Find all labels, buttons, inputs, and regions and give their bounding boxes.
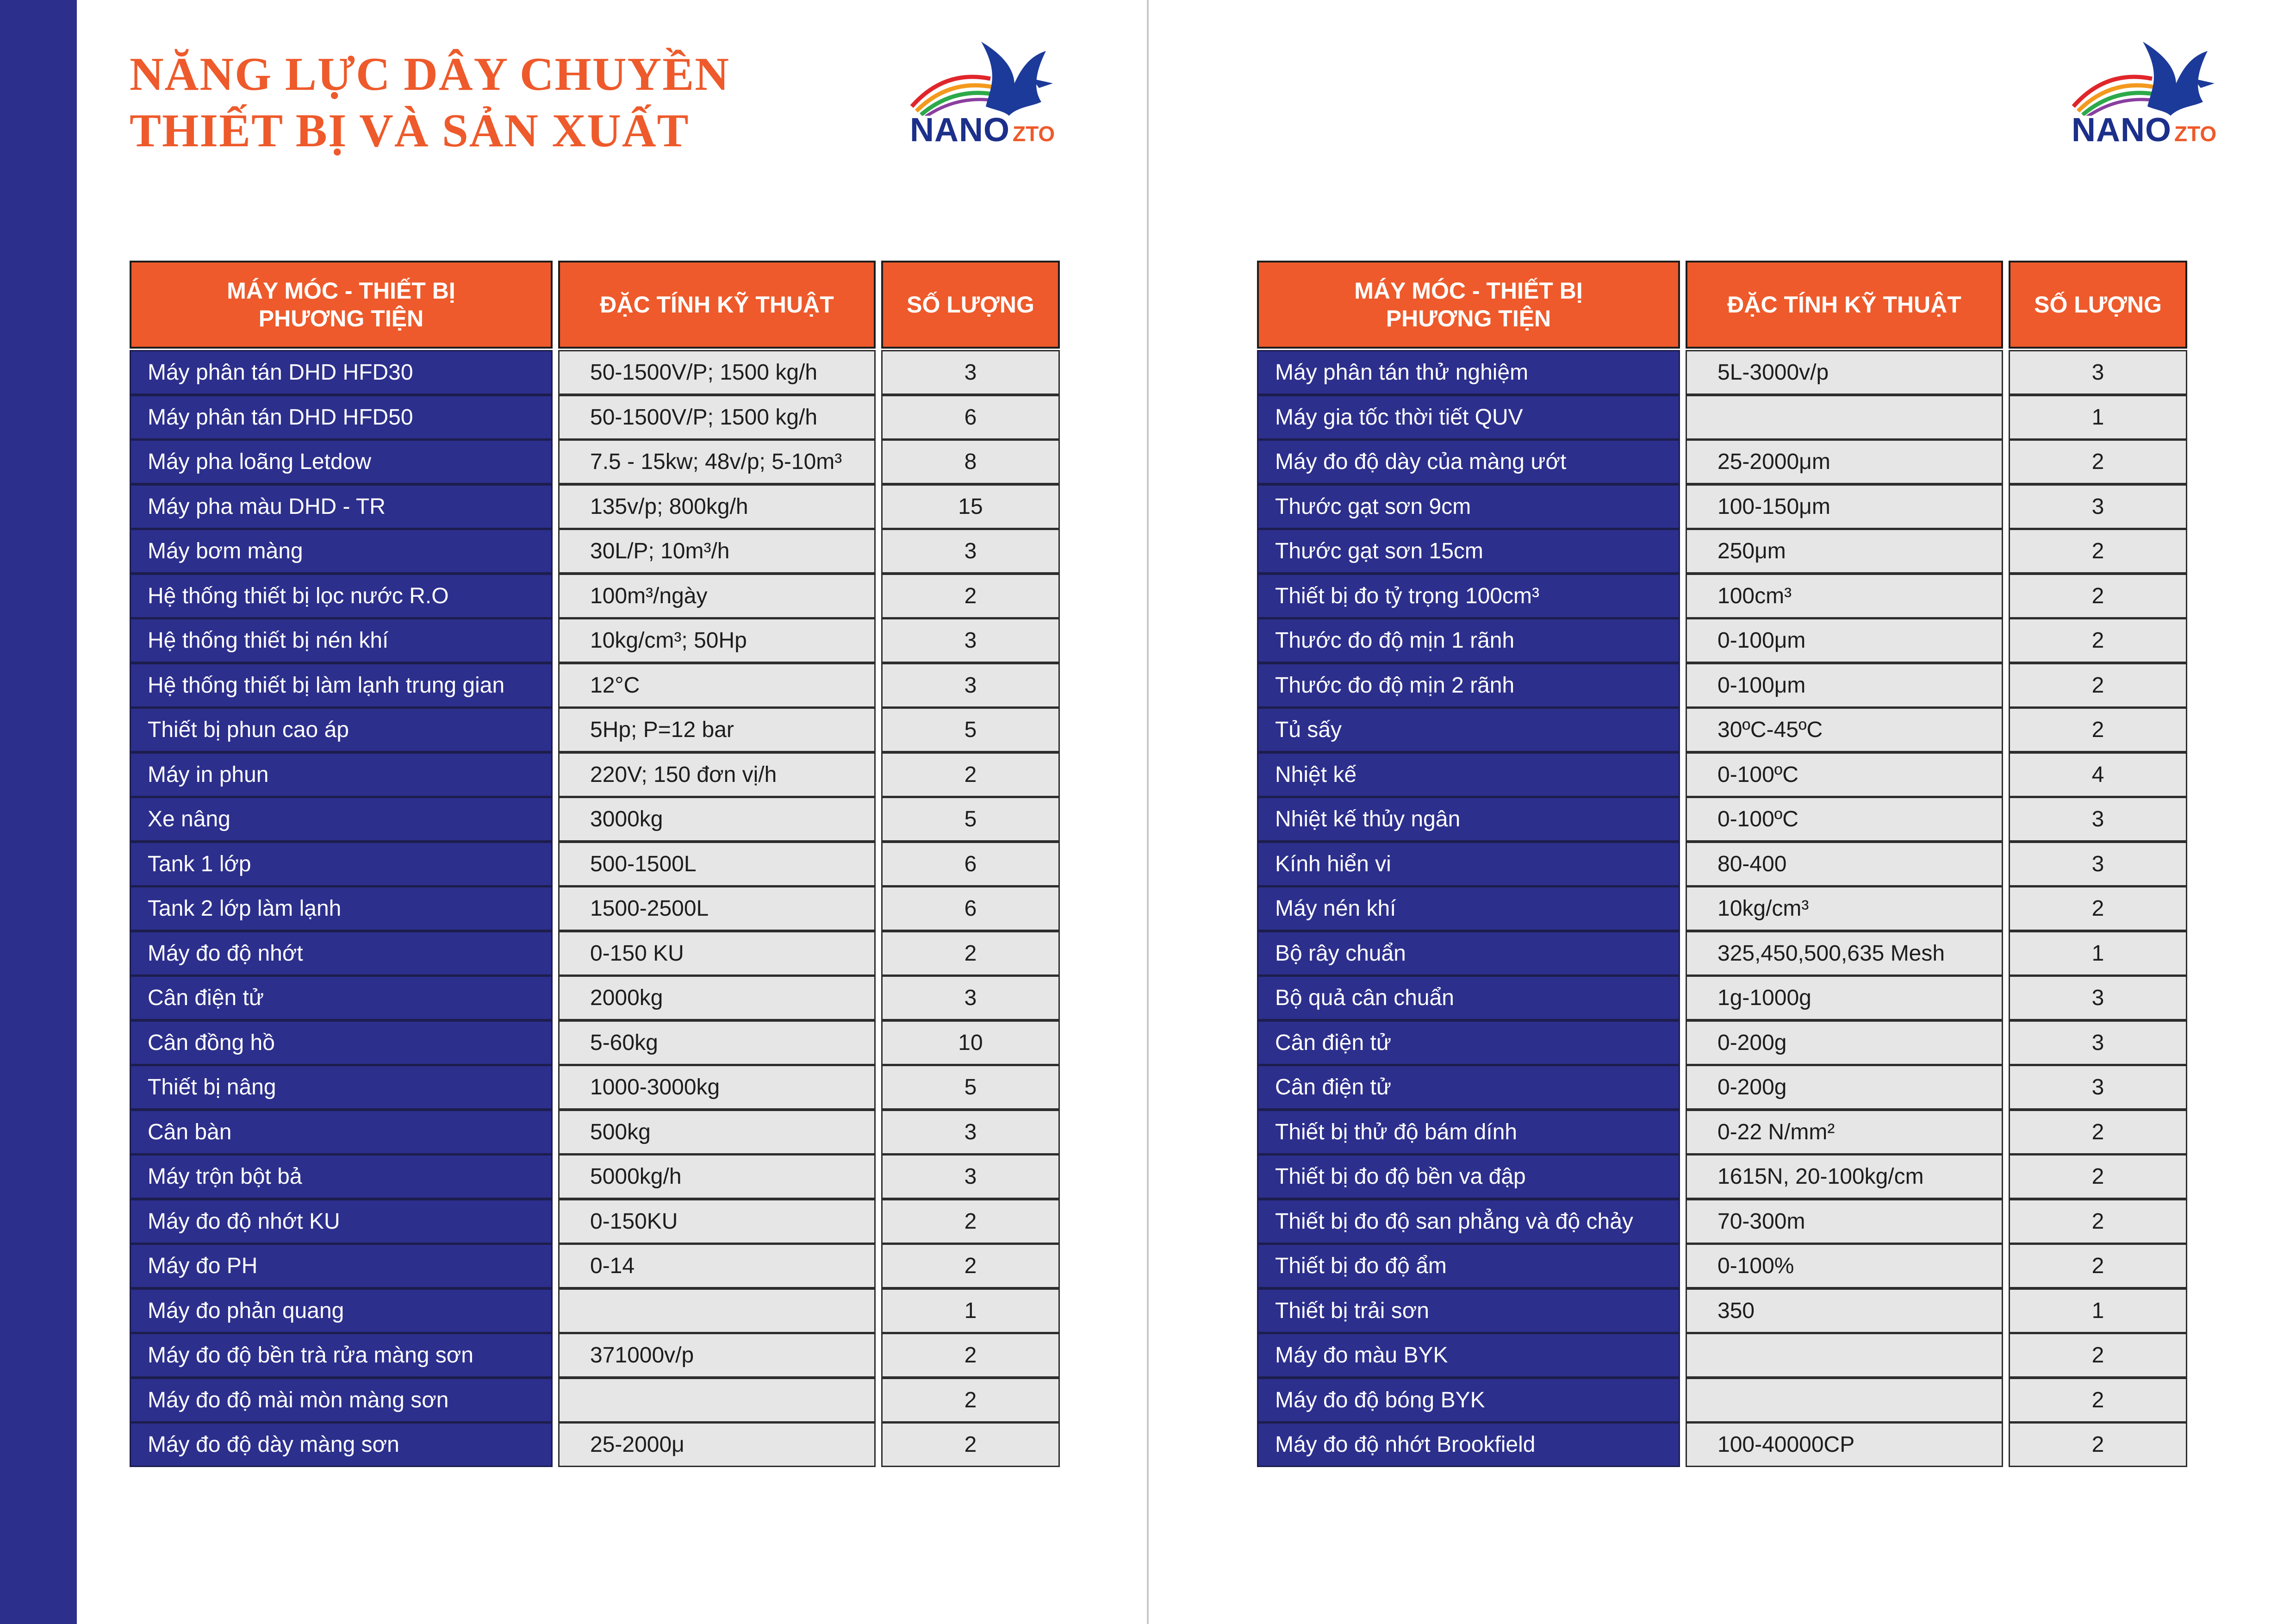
equipment-spec: 0-100ºC (1686, 797, 2003, 842)
equipment-name: Máy in phun (130, 752, 553, 797)
eagle-logo-icon (893, 37, 1069, 116)
equipment-qty: 3 (881, 975, 1060, 1020)
equipment-qty: 1 (2009, 931, 2187, 976)
equipment-name: Tủ sấy (1257, 707, 1680, 752)
equipment-name: Cân điện tử (1257, 1065, 1680, 1110)
equipment-name: Nhiệt kế thủy ngân (1257, 797, 1680, 842)
equipment-name: Thiết bị thử độ bám dính (1257, 1110, 1680, 1155)
equipment-name: Cân bàn (130, 1110, 553, 1155)
equipment-name: Thước đo độ mịn 1 rãnh (1257, 618, 1680, 663)
equipment-name: Thiết bị nâng (130, 1065, 553, 1110)
equipment-name: Máy gia tốc thời tiết QUV (1257, 395, 1680, 440)
equipment-spec: 325,450,500,635 Mesh (1686, 931, 2003, 976)
equipment-qty: 2 (881, 752, 1060, 797)
equipment-qty: 10 (881, 1020, 1060, 1065)
equipment-qty: 3 (881, 1110, 1060, 1155)
equipment-name: Thiết bị đo tỷ trọng 100cm³ (1257, 574, 1680, 618)
page-fold (1147, 0, 1149, 1624)
equipment-spec: 0-150 KU (558, 931, 876, 976)
equipment-spec: 5Hp; P=12 bar (558, 707, 876, 752)
equipment-name: Nhiệt kế (1257, 752, 1680, 797)
logo-suffix: ZTO (1013, 122, 1055, 146)
equipment-spec (558, 1288, 876, 1333)
equipment-qty: 2 (2009, 1333, 2187, 1378)
equipment-spec: 5-60kg (558, 1020, 876, 1065)
equipment-qty: 3 (2009, 484, 2187, 529)
equipment-qty: 3 (881, 529, 1060, 574)
equipment-qty: 2 (881, 574, 1060, 618)
header-equipment: MÁY MÓC - THIẾT BỊ PHƯƠNG TIỆN (1257, 261, 1680, 349)
equipment-name: Máy đo độ nhớt Brookfield (1257, 1422, 1680, 1467)
equipment-qty: 6 (881, 886, 1060, 931)
equipment-name: Máy trộn bột bả (130, 1154, 553, 1199)
equipment-qty: 2 (2009, 439, 2187, 484)
equipment-name: Máy đo độ bóng BYK (1257, 1378, 1680, 1423)
equipment-spec: 100cm³ (1686, 574, 2003, 618)
equipment-name: Máy đo phản quang (130, 1288, 553, 1333)
equipment-name: Máy đo độ mài mòn màng sơn (130, 1378, 553, 1423)
equipment-qty: 5 (881, 1065, 1060, 1110)
eagle-logo-icon (2055, 37, 2231, 116)
equipment-qty: 2 (2009, 1378, 2187, 1423)
equipment-spec: 0-150KU (558, 1199, 876, 1244)
equipment-spec: 100m³/ngày (558, 574, 876, 618)
equipment-qty: 3 (2009, 1065, 2187, 1110)
equipment-spec: 7.5 - 15kw; 48v/p; 5-10m³ (558, 439, 876, 484)
equipment-spec: 70-300m (1686, 1199, 2003, 1244)
equipment-qty: 3 (881, 663, 1060, 708)
equipment-name: Máy phân tán thử nghiệm (1257, 350, 1680, 395)
equipment-spec: 10kg/cm³ (1686, 886, 2003, 931)
equipment-spec: 135v/p; 800kg/h (558, 484, 876, 529)
equipment-name: Máy pha màu DHD - TR (130, 484, 553, 529)
equipment-qty: 2 (2009, 1199, 2187, 1244)
equipment-name: Tank 1 lớp (130, 842, 553, 887)
equipment-name: Cân điện tử (130, 975, 553, 1020)
logo-wordmark (910, 111, 1055, 149)
header-qty: SỐ LƯỢNG (2009, 261, 2187, 349)
equipment-qty: 2 (2009, 618, 2187, 663)
equipment-qty: 2 (2009, 1243, 2187, 1288)
equipment-spec: 371000v/p (558, 1333, 876, 1378)
equipment-qty: 2 (881, 1243, 1060, 1288)
side-band (0, 0, 77, 1624)
equipment-name: Máy phân tán DHD HFD50 (130, 395, 553, 440)
equipment-spec: 0-14 (558, 1243, 876, 1288)
equipment-qty: 3 (2009, 350, 2187, 395)
equipment-qty: 4 (2009, 752, 2187, 797)
equipment-spec: 100-40000CP (1686, 1422, 2003, 1467)
equipment-spec: 3000kg (558, 797, 876, 842)
equipment-qty: 6 (881, 395, 1060, 440)
equipment-qty: 3 (2009, 842, 2187, 887)
equipment-qty: 2 (2009, 574, 2187, 618)
header-spec: ĐẶC TÍNH KỸ THUẬT (558, 261, 876, 349)
equipment-name: Thiết bị đo độ bền va đập (1257, 1154, 1680, 1199)
equipment-name: Máy pha loãng Letdow (130, 439, 553, 484)
equipment-spec: 25-2000μm (1686, 439, 2003, 484)
equipment-qty: 15 (881, 484, 1060, 529)
logo-brand: NANO (2072, 112, 2172, 149)
equipment-name: Máy đo độ nhớt KU (130, 1199, 553, 1244)
equipment-name: Máy đo màu BYK (1257, 1333, 1680, 1378)
equipment-spec: 0-200g (1686, 1065, 2003, 1110)
equipment-spec: 1g-1000g (1686, 975, 2003, 1020)
equipment-spec: 0-100μm (1686, 618, 2003, 663)
equipment-spec: 500kg (558, 1110, 876, 1155)
equipment-name: Máy đo độ bền trà rửa màng sơn (130, 1333, 553, 1378)
header-qty: SỐ LƯỢNG (881, 261, 1060, 349)
equipment-name: Máy đo PH (130, 1243, 553, 1288)
equipment-spec: 50-1500V/P; 1500 kg/h (558, 350, 876, 395)
equipment-name: Thiết bị trải sơn (1257, 1288, 1680, 1333)
equipment-spec: 10kg/cm³; 50Hp (558, 618, 876, 663)
equipment-qty: 3 (881, 1154, 1060, 1199)
equipment-name: Hệ thống thiết bị lọc nước R.O (130, 574, 553, 618)
equipment-spec (1686, 1333, 2003, 1378)
equipment-qty: 1 (2009, 1288, 2187, 1333)
equipment-name: Máy bơm màng (130, 529, 553, 574)
equipment-qty: 5 (881, 707, 1060, 752)
equipment-spec: 5000kg/h (558, 1154, 876, 1199)
header-equipment: MÁY MÓC - THIẾT BỊ PHƯƠNG TIỆN (130, 261, 553, 349)
page-title-line1: NĂNG LỰC DÂY CHUYỀN (130, 48, 730, 100)
page-title-line2: THIẾT BỊ VÀ SẢN XUẤT (130, 105, 690, 157)
equipment-name: Thước gạt sơn 9cm (1257, 484, 1680, 529)
equipment-qty: 2 (881, 1199, 1060, 1244)
logo-brand: NANO (910, 112, 1010, 149)
equipment-spec: 0-200g (1686, 1020, 2003, 1065)
equipment-spec: 250μm (1686, 529, 2003, 574)
equipment-qty: 2 (2009, 886, 2187, 931)
equipment-name: Xe nâng (130, 797, 553, 842)
equipment-name: Hệ thống thiết bị làm lạnh trung gian (130, 663, 553, 708)
nanozto-logo-right (2055, 37, 2231, 162)
equipment-name: Thiết bị đo độ san phẳng và độ chảy (1257, 1199, 1680, 1244)
equipment-spec: 25-2000μ (558, 1422, 876, 1467)
equipment-spec (558, 1378, 876, 1423)
equipment-qty: 2 (881, 1378, 1060, 1423)
header-spec: ĐẶC TÍNH KỸ THUẬT (1686, 261, 2003, 349)
equipment-qty: 2 (881, 931, 1060, 976)
equipment-spec (1686, 1378, 2003, 1423)
equipment-spec: 80-400 (1686, 842, 2003, 887)
logo-suffix: ZTO (2174, 122, 2217, 146)
equipment-name: Kính hiển vi (1257, 842, 1680, 887)
equipment-qty: 2 (2009, 1422, 2187, 1467)
equipment-name: Bộ quả cân chuẩn (1257, 975, 1680, 1020)
page-title (130, 46, 870, 159)
equipment-spec: 0-100μm (1686, 663, 2003, 708)
equipment-qty: 1 (2009, 395, 2187, 440)
equipment-name: Máy đo độ dày màng sơn (130, 1422, 553, 1467)
equipment-spec: 30ºC-45ºC (1686, 707, 2003, 752)
equipment-spec: 5L-3000v/p (1686, 350, 2003, 395)
equipment-name: Thước đo độ mịn 2 rãnh (1257, 663, 1680, 708)
equipment-spec: 30L/P; 10m³/h (558, 529, 876, 574)
equipment-spec (1686, 395, 2003, 440)
equipment-spec: 1615N, 20-100kg/cm (1686, 1154, 2003, 1199)
equipment-spec: 0-100% (1686, 1243, 2003, 1288)
equipment-qty: 2 (881, 1422, 1060, 1467)
equipment-spec: 12°C (558, 663, 876, 708)
equipment-name: Thước gạt sơn 15cm (1257, 529, 1680, 574)
equipment-spec: 1500-2500L (558, 886, 876, 931)
nanozto-logo (893, 37, 1069, 162)
logo-wordmark (2072, 111, 2216, 149)
equipment-name: Máy phân tán DHD HFD30 (130, 350, 553, 395)
equipment-qty: 2 (2009, 663, 2187, 708)
equipment-qty: 5 (881, 797, 1060, 842)
equipment-qty: 3 (881, 350, 1060, 395)
equipment-qty: 8 (881, 439, 1060, 484)
equipment-spec: 50-1500V/P; 1500 kg/h (558, 395, 876, 440)
equipment-spec: 1000-3000kg (558, 1065, 876, 1110)
equipment-qty: 2 (2009, 1154, 2187, 1199)
equipment-spec: 0-100ºC (1686, 752, 2003, 797)
equipment-qty: 2 (881, 1333, 1060, 1378)
equipment-qty: 3 (881, 618, 1060, 663)
equipment-name: Cân đồng hồ (130, 1020, 553, 1065)
equipment-qty: 2 (2009, 529, 2187, 574)
equipment-spec: 350 (1686, 1288, 2003, 1333)
equipment-name: Máy đo độ dày của màng ướt (1257, 439, 1680, 484)
equipment-name: Máy nén khí (1257, 886, 1680, 931)
equipment-qty: 1 (881, 1288, 1060, 1333)
equipment-name: Tank 2 lớp làm lạnh (130, 886, 553, 931)
equipment-name: Thiết bị phun cao áp (130, 707, 553, 752)
equipment-name: Cân điện tử (1257, 1020, 1680, 1065)
equipment-spec: 0-22 N/mm² (1686, 1110, 2003, 1155)
equipment-qty: 2 (2009, 707, 2187, 752)
equipment-spec: 100-150μm (1686, 484, 2003, 529)
equipment-name: Thiết bị đo độ ẩm (1257, 1243, 1680, 1288)
equipment-name: Máy đo độ nhớt (130, 931, 553, 976)
equipment-spec: 500-1500L (558, 842, 876, 887)
equipment-name: Bộ rây chuẩn (1257, 931, 1680, 976)
equipment-qty: 3 (2009, 1020, 2187, 1065)
equipment-name: Hệ thống thiết bị nén khí (130, 618, 553, 663)
equipment-spec: 2000kg (558, 975, 876, 1020)
equipment-qty: 3 (2009, 975, 2187, 1020)
equipment-spec: 220V; 150 đơn vị/h (558, 752, 876, 797)
equipment-qty: 6 (881, 842, 1060, 887)
equipment-qty: 3 (2009, 797, 2187, 842)
equipment-qty: 2 (2009, 1110, 2187, 1155)
